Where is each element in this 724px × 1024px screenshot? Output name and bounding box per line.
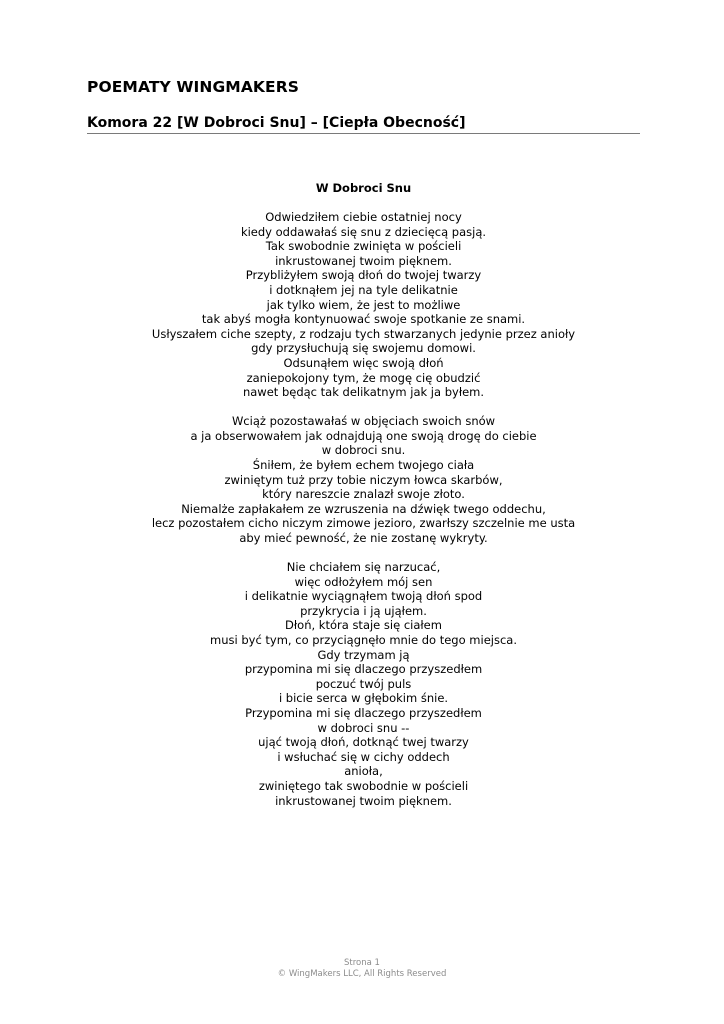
poem-line: Wciąż pozostawałaś w objęciach swoich snów bbox=[231, 414, 496, 429]
poem-line: nawet będąc tak delikatnym jak ja byłem. bbox=[242, 385, 485, 400]
poem-stanza bbox=[87, 560, 640, 808]
poem-line: Tak swobodnie zwinięta w pościeli bbox=[265, 239, 462, 254]
poem-line: zwiniętego tak swobodnie w pościeli bbox=[258, 778, 469, 793]
poem-body bbox=[87, 210, 640, 808]
poem-line: i wsłuchać się w cichy oddech bbox=[277, 749, 450, 764]
poem-line: przypomina mi się dlaczego przyszedłem bbox=[244, 662, 483, 677]
page-number: Strona 1 bbox=[344, 958, 380, 968]
poem-line: w dobroci snu -- bbox=[317, 720, 410, 735]
heading-divider bbox=[87, 133, 640, 134]
poem-line: Przybliżyłem swoją dłoń do twojej twarzy bbox=[245, 268, 482, 283]
poem-stanza bbox=[87, 414, 640, 545]
poem-line: i delikatnie wyciągnąłem twoją dłoń spod bbox=[244, 589, 483, 604]
poem-line: więc odłożyłem mój sen bbox=[294, 574, 433, 589]
poem-line: w dobroci snu. bbox=[321, 443, 406, 458]
poem-line: lecz pozostałem cicho niczym zimowe jezioro, zwarłszy szczelnie me usta bbox=[151, 516, 576, 531]
poem-line: Usłyszałem ciche szepty, z rodzaju tych stwarzanych jedynie przez anioły bbox=[151, 326, 576, 341]
copyright-notice: © WingMakers LLC, All Rights Reserved bbox=[277, 969, 447, 979]
poem-line: Dłoń, która staje się ciałem bbox=[285, 618, 442, 633]
poem-line: Gdy trzymam ją bbox=[317, 647, 410, 662]
poem-line: Śniłem, że byłem echem twojego ciała bbox=[252, 458, 475, 472]
poem-line: który nareszcie znalazł swoje złoto. bbox=[262, 487, 465, 502]
poem-line: Odwiedziłem ciebie ostatniej nocy bbox=[265, 210, 462, 224]
poem-line: inkrustowanej twoim pięknem. bbox=[275, 793, 452, 808]
poem-line: zwiniętym tuż przy tobie niczym łowca skarbów, bbox=[224, 472, 503, 487]
poem-line: zaniepokojony tym, że mogę cię obudzić bbox=[246, 370, 481, 385]
poem-line: a ja obserwowałem jak odnajdują one swoją drogę do ciebie bbox=[190, 428, 537, 443]
chamber-heading: Komora 22 [W Dobroci Snu] – [Ciepła Obecność] bbox=[87, 115, 466, 131]
poem bbox=[87, 180, 640, 823]
poem-line: i dotknąłem jej na tyle delikatnie bbox=[269, 282, 458, 297]
poem-line: Nie chciałem się narzucać, bbox=[286, 560, 441, 575]
poem-line: musi być tym, co przyciągnęło mnie do tego miejsca. bbox=[210, 633, 517, 648]
poem-line: tak abyś mogła kontynuować swoje spotkanie ze snami. bbox=[201, 312, 526, 327]
poem-line: przykrycia i ją ująłem. bbox=[300, 603, 427, 618]
poem-line: anioła, bbox=[344, 764, 383, 779]
poem-line: i bicie serca w głębokim śnie. bbox=[278, 691, 449, 706]
poem-line: Przypomina mi się dlaczego przyszedłem bbox=[245, 706, 482, 720]
poem-line: Niemalże zapłakałem ze wzruszenia na dźwięk twego oddechu, bbox=[181, 501, 546, 516]
poem-line: jak tylko wiem, że jest to możliwe bbox=[266, 297, 461, 312]
document-title: POEMATY WINGMAKERS bbox=[87, 78, 300, 96]
poem-title: W Dobroci Snu bbox=[315, 181, 412, 195]
poem-line: gdy przysłuchują się swojemu domowi. bbox=[251, 341, 476, 356]
poem-line: kiedy oddawałaś się snu z dziecięcą pasją. bbox=[240, 224, 487, 239]
page-footer bbox=[0, 958, 724, 980]
poem-line: aby mieć pewność, że nie zostanę wykryty. bbox=[239, 530, 488, 545]
poem-line: ująć twoją dłoń, dotknąć twej twarzy bbox=[258, 735, 469, 750]
poem-line: inkrustowanej twoim pięknem. bbox=[275, 253, 452, 268]
poem-line: poczuć twój puls bbox=[315, 676, 412, 691]
poem-line: Odsunąłem więc swoją dłoń bbox=[283, 355, 444, 370]
poem-stanza bbox=[87, 210, 640, 400]
